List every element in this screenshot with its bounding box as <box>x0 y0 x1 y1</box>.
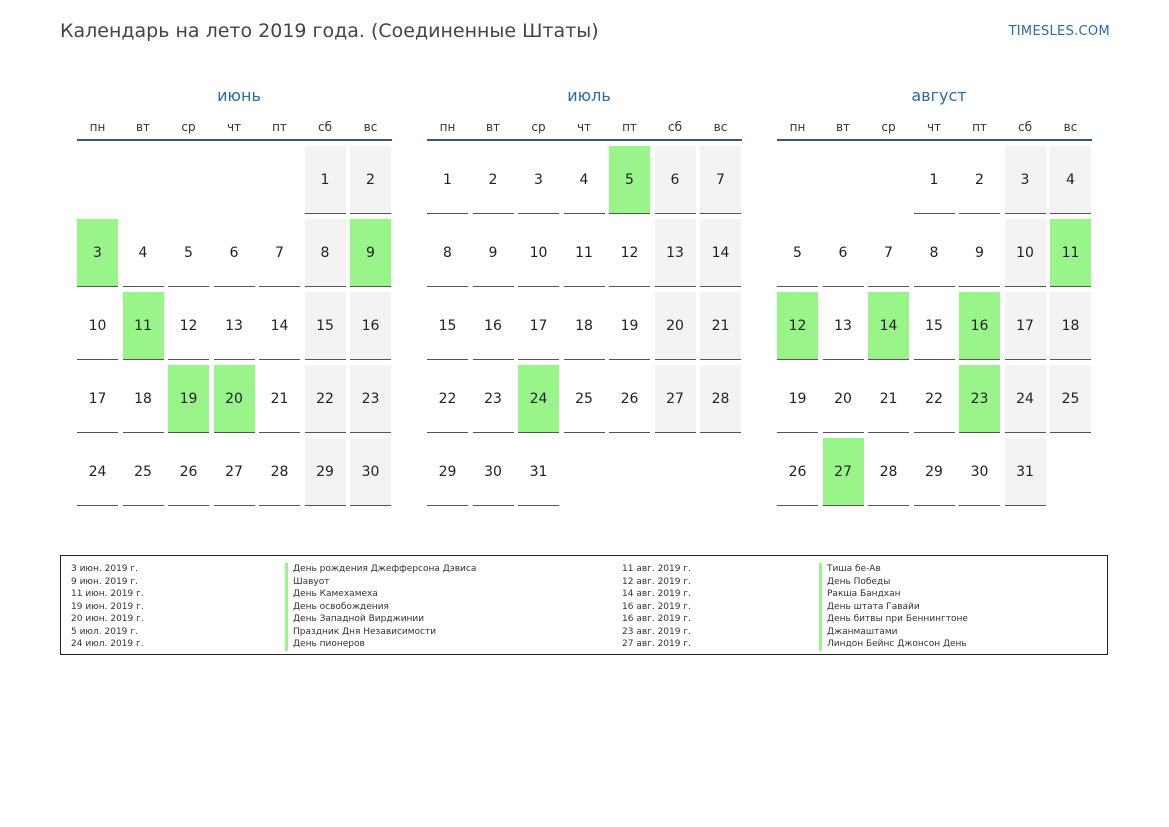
day-cell[interactable]: 25 <box>564 365 605 433</box>
legend-holiday-name: Ракша Бандхан <box>819 588 968 601</box>
day-cell[interactable]: 4 <box>123 219 164 287</box>
weekday-label: пт <box>972 120 987 134</box>
legend-holiday-name: День Камехамеха <box>285 588 476 601</box>
day-cell[interactable]: 28 <box>700 365 741 433</box>
legend-holiday-name: Праздник Дня Независимости <box>285 626 476 639</box>
day-cell[interactable]: 10 <box>1005 219 1046 287</box>
legend-holiday-name: День рождения Джефферсона Дэвиса <box>285 563 476 576</box>
day-cell[interactable]: 16 <box>473 292 514 360</box>
legend-date: 16 авг. 2019 г. <box>622 601 691 612</box>
legend-holiday-name: День Победы <box>819 576 968 589</box>
holiday-day-cell[interactable]: 5 <box>609 146 650 214</box>
legend-date: 19 июн. 2019 г. <box>71 601 144 612</box>
weekday-label: ср <box>181 120 196 134</box>
day-cell[interactable]: 20 <box>655 292 696 360</box>
legend-holiday-name: День штата Гавайи <box>819 601 968 614</box>
day-cell[interactable]: 2 <box>473 146 514 214</box>
weekday-label: чт <box>576 120 592 134</box>
holiday-day-cell[interactable]: 11 <box>1050 219 1091 287</box>
day-cell[interactable]: 4 <box>1050 146 1091 214</box>
weekday-label: пн <box>89 120 106 134</box>
holiday-day-cell[interactable]: 27 <box>823 438 864 506</box>
month-july <box>427 84 747 506</box>
days-grid <box>777 146 1092 506</box>
legend-date: 12 авг. 2019 г. <box>622 576 691 587</box>
weekday-label: сб <box>668 120 682 134</box>
day-cell[interactable]: 11 <box>564 219 605 287</box>
day-cell[interactable]: 24 <box>1005 365 1046 433</box>
day-cell[interactable]: 29 <box>305 438 346 506</box>
legend-holiday-name: Джанмаштами <box>819 626 968 639</box>
day-cell[interactable]: 7 <box>700 146 741 214</box>
empty-cell <box>214 146 255 214</box>
days-grid <box>77 146 392 506</box>
day-cell[interactable]: 27 <box>214 438 255 506</box>
day-cell[interactable]: 8 <box>914 219 955 287</box>
legend-date: 14 авг. 2019 г. <box>622 589 691 599</box>
day-cell[interactable]: 29 <box>914 438 955 506</box>
holiday-day-cell[interactable]: 3 <box>77 219 118 287</box>
weekday-label: вс <box>1063 120 1078 134</box>
weekday-label: вт <box>485 120 501 134</box>
day-cell[interactable]: 13 <box>214 292 255 360</box>
day-cell[interactable]: 2 <box>959 146 1000 214</box>
day-cell[interactable]: 12 <box>609 219 650 287</box>
legend-holiday-name: Тиша бе-Ав <box>819 563 968 576</box>
legend-date: 5 июл. 2019 г. <box>71 626 138 637</box>
legend-holiday-name: День пионеров <box>285 638 476 651</box>
weekday-label: вт <box>835 120 851 134</box>
day-cell[interactable]: 29 <box>427 438 468 506</box>
legend-holiday-name: День Западной Вирджинии <box>285 613 476 626</box>
day-cell[interactable]: 13 <box>823 292 864 360</box>
holiday-legend <box>60 555 1108 655</box>
day-cell[interactable]: 4 <box>564 146 605 214</box>
empty-cell <box>123 146 164 214</box>
day-cell[interactable]: 9 <box>959 219 1000 287</box>
weekday-header <box>77 118 392 141</box>
day-cell[interactable]: 31 <box>518 438 559 506</box>
day-cell[interactable]: 7 <box>868 219 909 287</box>
day-cell[interactable]: 21 <box>868 365 909 433</box>
month-title: август <box>911 86 967 105</box>
legend-holiday-name: День освобождения <box>285 601 476 614</box>
weekday-label: вс <box>713 120 728 134</box>
page-title: Календарь на лето 2019 года. (Соединенные Штаты) <box>60 20 599 42</box>
day-cell[interactable]: 20 <box>823 365 864 433</box>
empty-cell <box>168 146 209 214</box>
weekday-label: ср <box>881 120 896 134</box>
day-cell[interactable]: 14 <box>259 292 300 360</box>
legend-date: 23 авг. 2019 г. <box>622 626 691 637</box>
day-cell[interactable]: 27 <box>655 365 696 433</box>
day-cell[interactable]: 3 <box>1005 146 1046 214</box>
weekday-label: сб <box>318 120 332 134</box>
day-cell[interactable]: 1 <box>305 146 346 214</box>
holiday-day-cell[interactable]: 19 <box>168 365 209 433</box>
day-cell[interactable]: 5 <box>777 219 818 287</box>
legend-holiday-name: День битвы при Беннингтоне <box>819 613 968 626</box>
day-cell[interactable]: 26 <box>168 438 209 506</box>
day-cell[interactable]: 18 <box>1050 292 1091 360</box>
day-cell[interactable]: 6 <box>655 146 696 214</box>
day-cell[interactable]: 19 <box>777 365 818 433</box>
legend-date: 11 авг. 2019 г. <box>622 564 691 574</box>
holiday-day-cell[interactable]: 11 <box>123 292 164 360</box>
day-cell[interactable]: 17 <box>1005 292 1046 360</box>
weekday-header <box>427 118 742 141</box>
day-cell[interactable]: 15 <box>914 292 955 360</box>
day-cell[interactable]: 21 <box>259 365 300 433</box>
day-cell[interactable]: 1 <box>914 146 955 214</box>
day-cell[interactable]: 18 <box>123 365 164 433</box>
day-cell[interactable]: 6 <box>214 219 255 287</box>
day-cell[interactable]: 22 <box>427 365 468 433</box>
month-title: июль <box>567 86 611 105</box>
day-cell[interactable]: 28 <box>259 438 300 506</box>
empty-cell <box>868 146 909 214</box>
day-cell[interactable]: 22 <box>914 365 955 433</box>
legend-date: 20 июн. 2019 г. <box>71 614 144 624</box>
day-cell[interactable]: 15 <box>427 292 468 360</box>
day-cell[interactable]: 25 <box>1050 365 1091 433</box>
holiday-day-cell[interactable]: 12 <box>777 292 818 360</box>
legend-date: 3 июн. 2019 г. <box>71 564 138 574</box>
day-cell[interactable]: 26 <box>777 438 818 506</box>
legend-date: 9 июн. 2019 г. <box>71 576 138 587</box>
legend-date: 16 авг. 2019 г. <box>622 614 691 624</box>
day-cell[interactable]: 19 <box>609 292 650 360</box>
day-cell[interactable]: 23 <box>473 365 514 433</box>
day-cell[interactable]: 30 <box>959 438 1000 506</box>
day-cell[interactable]: 5 <box>168 219 209 287</box>
day-cell[interactable]: 17 <box>77 365 118 433</box>
day-cell[interactable]: 24 <box>77 438 118 506</box>
days-grid <box>427 146 742 506</box>
weekday-label: пн <box>439 120 456 134</box>
weekday-label: чт <box>926 120 942 134</box>
legend-names-right <box>819 563 968 651</box>
legend-holiday-name: Линдон Бейнс Джонсон День <box>819 638 968 651</box>
month-august <box>777 84 1097 506</box>
legend-names-left <box>285 563 476 651</box>
day-cell[interactable]: 2 <box>350 146 391 214</box>
weekday-header <box>777 118 1092 141</box>
day-cell[interactable]: 22 <box>305 365 346 433</box>
day-cell[interactable]: 23 <box>350 365 391 433</box>
empty-cell <box>259 146 300 214</box>
holiday-day-cell[interactable]: 16 <box>959 292 1000 360</box>
day-cell[interactable]: 12 <box>168 292 209 360</box>
holiday-day-cell[interactable]: 23 <box>959 365 1000 433</box>
empty-cell <box>777 146 818 214</box>
holiday-day-cell[interactable]: 9 <box>350 219 391 287</box>
legend-date: 11 июн. 2019 г. <box>71 589 144 599</box>
day-cell[interactable]: 8 <box>305 219 346 287</box>
day-cell[interactable]: 3 <box>518 146 559 214</box>
day-cell[interactable]: 31 <box>1005 438 1046 506</box>
weekday-label: сб <box>1018 120 1032 134</box>
day-cell[interactable]: 17 <box>518 292 559 360</box>
day-cell[interactable]: 16 <box>350 292 391 360</box>
day-cell[interactable]: 30 <box>473 438 514 506</box>
month-june <box>77 84 397 506</box>
day-cell[interactable]: 6 <box>823 219 864 287</box>
legend-dates-right <box>622 563 691 651</box>
day-cell[interactable]: 9 <box>473 219 514 287</box>
holiday-day-cell[interactable]: 14 <box>868 292 909 360</box>
day-cell[interactable]: 7 <box>259 219 300 287</box>
weekday-label: пт <box>272 120 287 134</box>
legend-holiday-name: Шавуот <box>285 576 476 589</box>
day-cell[interactable]: 14 <box>700 219 741 287</box>
day-cell[interactable]: 21 <box>700 292 741 360</box>
weekday-label: пн <box>789 120 806 134</box>
day-cell[interactable]: 10 <box>518 219 559 287</box>
weekday-label: вт <box>135 120 151 134</box>
day-cell[interactable]: 28 <box>868 438 909 506</box>
weekday-label: пт <box>622 120 637 134</box>
legend-date: 27 авг. 2019 г. <box>622 639 691 649</box>
site-link[interactable]: TIMESLES.COM <box>1008 24 1110 39</box>
month-title: июнь <box>217 86 261 105</box>
day-cell[interactable]: 25 <box>123 438 164 506</box>
day-cell[interactable]: 26 <box>609 365 650 433</box>
holiday-day-cell[interactable]: 24 <box>518 365 559 433</box>
day-cell[interactable]: 13 <box>655 219 696 287</box>
day-cell[interactable]: 30 <box>350 438 391 506</box>
holiday-day-cell[interactable]: 20 <box>214 365 255 433</box>
day-cell[interactable]: 1 <box>427 146 468 214</box>
empty-cell <box>823 146 864 214</box>
day-cell[interactable]: 8 <box>427 219 468 287</box>
day-cell[interactable]: 15 <box>305 292 346 360</box>
weekday-label: вс <box>363 120 378 134</box>
day-cell[interactable]: 10 <box>77 292 118 360</box>
legend-date: 24 июл. 2019 г. <box>71 639 144 649</box>
day-cell[interactable]: 18 <box>564 292 605 360</box>
empty-cell <box>77 146 118 214</box>
legend-dates-left <box>71 563 144 651</box>
weekday-label: чт <box>226 120 242 134</box>
weekday-label: ср <box>531 120 546 134</box>
